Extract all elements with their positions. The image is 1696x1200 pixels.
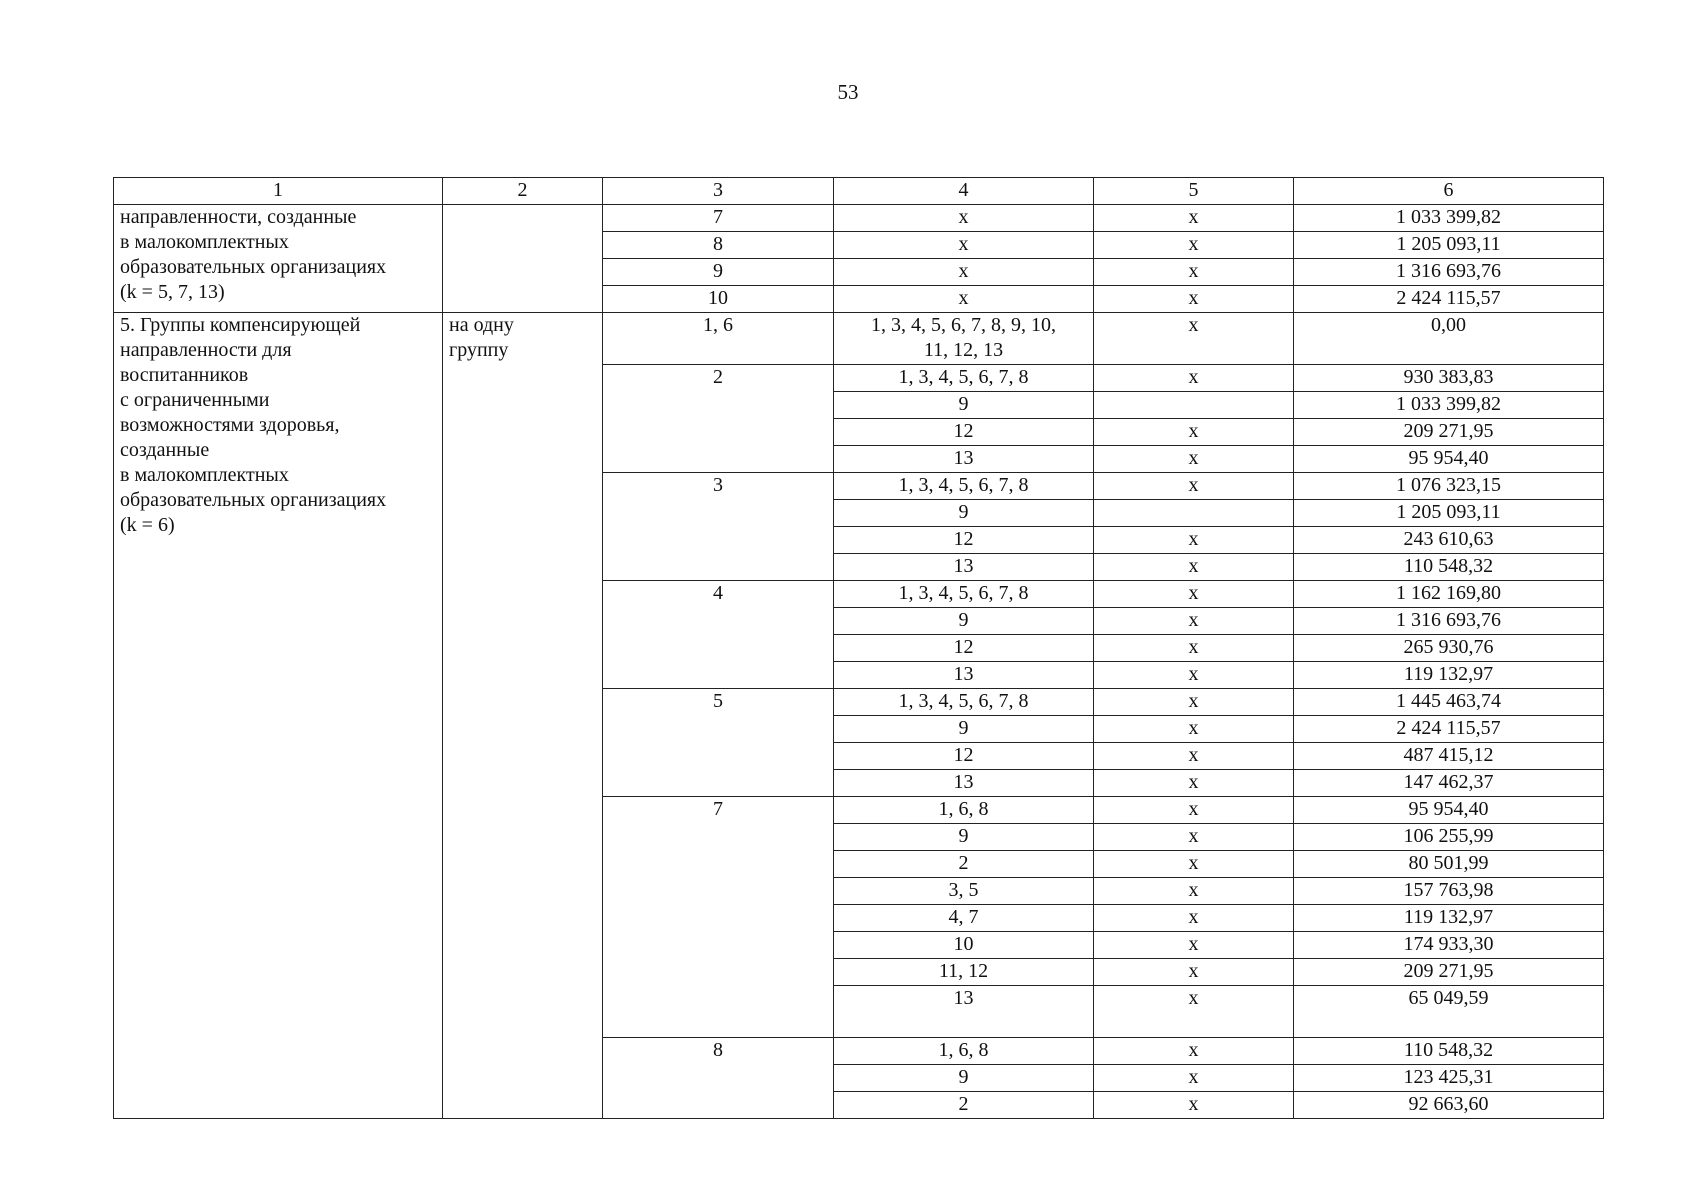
col5-cell: х bbox=[1094, 365, 1294, 392]
col5-cell: х bbox=[1094, 554, 1294, 581]
col4-cell: 1, 6, 8 bbox=[834, 1038, 1094, 1065]
col4-cell: 1, 3, 4, 5, 6, 7, 8 bbox=[834, 365, 1094, 392]
col5-cell: х bbox=[1094, 1092, 1294, 1119]
col4-cell: х bbox=[834, 205, 1094, 232]
col5-cell: х bbox=[1094, 878, 1294, 905]
header-cell: 4 bbox=[834, 178, 1094, 205]
value-cell: 147 462,37 bbox=[1294, 770, 1604, 797]
value-cell: 1 316 693,76 bbox=[1294, 608, 1604, 635]
col5-cell: х bbox=[1094, 286, 1294, 313]
value-cell: 930 383,83 bbox=[1294, 365, 1604, 392]
col4-cell: 9 bbox=[834, 1065, 1094, 1092]
value-cell: 110 548,32 bbox=[1294, 554, 1604, 581]
header-cell: 1 bbox=[114, 178, 443, 205]
value-cell: 2 424 115,57 bbox=[1294, 716, 1604, 743]
col5-cell: х bbox=[1094, 932, 1294, 959]
col5-cell: х bbox=[1094, 797, 1294, 824]
value-cell: 209 271,95 bbox=[1294, 959, 1604, 986]
col5-cell bbox=[1094, 392, 1294, 419]
col5-cell: х bbox=[1094, 851, 1294, 878]
col4-cell: 1, 3, 4, 5, 6, 7, 8 bbox=[834, 473, 1094, 500]
value-cell: 119 132,97 bbox=[1294, 905, 1604, 932]
header-cell: 3 bbox=[603, 178, 834, 205]
col5-cell: х bbox=[1094, 313, 1294, 365]
value-cell: 92 663,60 bbox=[1294, 1092, 1604, 1119]
group-number-cell: 1, 6 bbox=[603, 313, 834, 365]
category-cell: направленности, созданные в малокомплектных образовательных организациях (k = 5, 7, 13) bbox=[114, 205, 443, 313]
value-cell: 265 930,76 bbox=[1294, 635, 1604, 662]
col5-cell: х bbox=[1094, 662, 1294, 689]
value-cell: 106 255,99 bbox=[1294, 824, 1604, 851]
col4-cell: 1, 3, 4, 5, 6, 7, 8, 9, 10, 11, 12, 13 bbox=[834, 313, 1094, 365]
value-cell: 95 954,40 bbox=[1294, 446, 1604, 473]
col4-cell: 4, 7 bbox=[834, 905, 1094, 932]
value-cell: 157 763,98 bbox=[1294, 878, 1604, 905]
col4-cell: 11, 12 bbox=[834, 959, 1094, 986]
col5-cell: х bbox=[1094, 1065, 1294, 1092]
col4-cell: 12 bbox=[834, 635, 1094, 662]
col5-cell: х bbox=[1094, 232, 1294, 259]
value-cell: 1 316 693,76 bbox=[1294, 259, 1604, 286]
value-cell: 123 425,31 bbox=[1294, 1065, 1604, 1092]
col5-cell: х bbox=[1094, 446, 1294, 473]
col5-cell: х bbox=[1094, 986, 1294, 1038]
table-row bbox=[114, 205, 1604, 232]
value-cell: 1 033 399,82 bbox=[1294, 392, 1604, 419]
col4-cell: 1, 6, 8 bbox=[834, 797, 1094, 824]
col4-cell: 10 bbox=[834, 932, 1094, 959]
col5-cell: х bbox=[1094, 635, 1294, 662]
col3-cell: 9 bbox=[603, 259, 834, 286]
col5-cell: х bbox=[1094, 205, 1294, 232]
col4-cell: 13 bbox=[834, 446, 1094, 473]
col4-cell: 12 bbox=[834, 743, 1094, 770]
value-cell: 1 033 399,82 bbox=[1294, 205, 1604, 232]
col4-cell: 9 bbox=[834, 608, 1094, 635]
col4-cell: 9 bbox=[834, 500, 1094, 527]
col5-cell bbox=[1094, 500, 1294, 527]
table-row bbox=[114, 313, 1604, 365]
col4-cell: 3, 5 bbox=[834, 878, 1094, 905]
col4-cell: 13 bbox=[834, 662, 1094, 689]
col5-cell: х bbox=[1094, 716, 1294, 743]
col4-cell: 13 bbox=[834, 554, 1094, 581]
value-cell: 209 271,95 bbox=[1294, 419, 1604, 446]
value-cell: 65 049,59 bbox=[1294, 986, 1604, 1038]
col5-cell: х bbox=[1094, 419, 1294, 446]
col5-cell: х bbox=[1094, 581, 1294, 608]
col4-cell: 2 bbox=[834, 1092, 1094, 1119]
group-number-cell: 3 bbox=[603, 473, 834, 581]
col5-cell: х bbox=[1094, 608, 1294, 635]
value-cell: 1 205 093,11 bbox=[1294, 232, 1604, 259]
col3-cell: 7 bbox=[603, 205, 834, 232]
col4-cell: 2 bbox=[834, 851, 1094, 878]
value-cell: 487 415,12 bbox=[1294, 743, 1604, 770]
page-number: 53 bbox=[837, 80, 859, 104]
value-cell: 243 610,63 bbox=[1294, 527, 1604, 554]
header-row bbox=[114, 178, 1604, 205]
group-number-cell: 2 bbox=[603, 365, 834, 473]
col4-cell: 9 bbox=[834, 392, 1094, 419]
col4-cell: 12 bbox=[834, 419, 1094, 446]
tariff-table bbox=[113, 177, 1604, 1119]
value-cell: 174 933,30 bbox=[1294, 932, 1604, 959]
group-number-cell: 8 bbox=[603, 1038, 834, 1119]
unit-cell bbox=[443, 205, 603, 313]
col4-cell: 13 bbox=[834, 986, 1094, 1038]
col4-cell: х bbox=[834, 232, 1094, 259]
value-cell: 1 205 093,11 bbox=[1294, 500, 1604, 527]
col5-cell: х bbox=[1094, 1038, 1294, 1065]
col4-cell: 13 bbox=[834, 770, 1094, 797]
col4-cell: х bbox=[834, 259, 1094, 286]
col5-cell: х bbox=[1094, 824, 1294, 851]
col5-cell: х bbox=[1094, 473, 1294, 500]
value-cell: 110 548,32 bbox=[1294, 1038, 1604, 1065]
unit-cell: на одну группу bbox=[443, 313, 603, 1119]
col4-cell: 1, 3, 4, 5, 6, 7, 8 bbox=[834, 581, 1094, 608]
value-cell: 1 445 463,74 bbox=[1294, 689, 1604, 716]
col5-cell: х bbox=[1094, 527, 1294, 554]
col3-cell: 10 bbox=[603, 286, 834, 313]
value-cell: 119 132,97 bbox=[1294, 662, 1604, 689]
value-cell: 1 076 323,15 bbox=[1294, 473, 1604, 500]
col4-cell: 9 bbox=[834, 824, 1094, 851]
col5-cell: х bbox=[1094, 770, 1294, 797]
col5-cell: х bbox=[1094, 959, 1294, 986]
value-cell: 80 501,99 bbox=[1294, 851, 1604, 878]
group-number-cell: 7 bbox=[603, 797, 834, 1038]
col5-cell: х bbox=[1094, 689, 1294, 716]
col4-cell: х bbox=[834, 286, 1094, 313]
header-cell: 6 bbox=[1294, 178, 1604, 205]
col4-cell: 1, 3, 4, 5, 6, 7, 8 bbox=[834, 689, 1094, 716]
col4-cell: 12 bbox=[834, 527, 1094, 554]
col5-cell: х bbox=[1094, 259, 1294, 286]
header-cell: 5 bbox=[1094, 178, 1294, 205]
group-number-cell: 4 bbox=[603, 581, 834, 689]
col4-cell: 9 bbox=[834, 716, 1094, 743]
col3-cell: 8 bbox=[603, 232, 834, 259]
value-cell: 2 424 115,57 bbox=[1294, 286, 1604, 313]
category-cell: 5. Группы компенсирующей направленности для воспитанников с ограниченными возможностями здоровья, созданные в малокомплектных образовательных организациях (k = 6) bbox=[114, 313, 443, 1119]
value-cell: 0,00 bbox=[1294, 313, 1604, 365]
group-number-cell: 5 bbox=[603, 689, 834, 797]
value-cell: 95 954,40 bbox=[1294, 797, 1604, 824]
header-cell: 2 bbox=[443, 178, 603, 205]
col5-cell: х bbox=[1094, 743, 1294, 770]
col5-cell: х bbox=[1094, 905, 1294, 932]
value-cell: 1 162 169,80 bbox=[1294, 581, 1604, 608]
